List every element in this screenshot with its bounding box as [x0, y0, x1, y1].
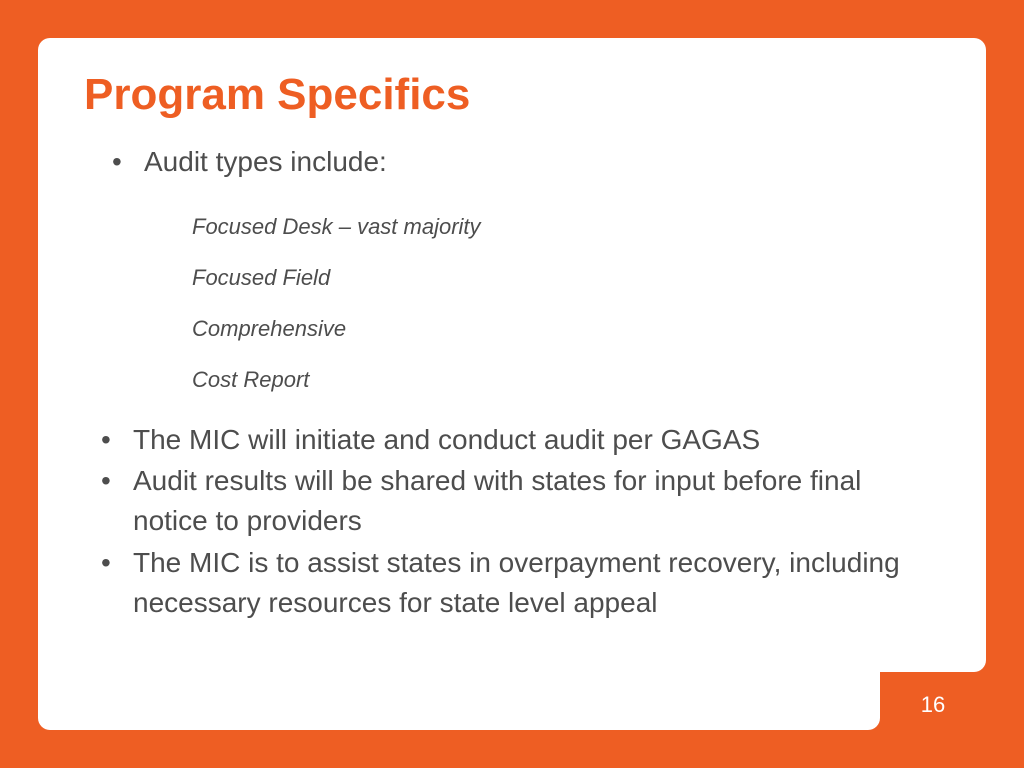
bullet-dot-icon: •: [101, 547, 111, 578]
bullet-dot-icon: •: [112, 146, 122, 177]
bullet-mic-assist: [101, 543, 941, 623]
audit-type-focused-desk: Focused Desk – vast majority: [192, 214, 481, 239]
audit-type-cost-report: Cost Report: [192, 367, 310, 392]
bullet-text: The MIC is to assist states in overpayment recovery, including necessary resources for state level appeal: [133, 547, 900, 618]
bullet-text: Audit results will be shared with states for input before final notice to providers: [133, 465, 862, 536]
bullet-audit-results: [101, 461, 891, 541]
audit-type-focused-field: Focused Field: [192, 265, 331, 290]
page-title: Program Specifics: [84, 70, 471, 119]
bullet-mic-initiate: [101, 420, 941, 460]
bullet-text: Audit types include:: [144, 146, 387, 177]
slide-card-bottom: [38, 660, 880, 730]
bullet-dot-icon: •: [101, 465, 111, 496]
bullet-text: The MIC will initiate and conduct audit per GAGAS: [133, 424, 761, 455]
page-number: 16: [920, 692, 946, 717]
bullet-audit-types: [112, 142, 932, 182]
audit-type-comprehensive: Comprehensive: [192, 316, 347, 341]
bullet-dot-icon: •: [101, 424, 111, 455]
